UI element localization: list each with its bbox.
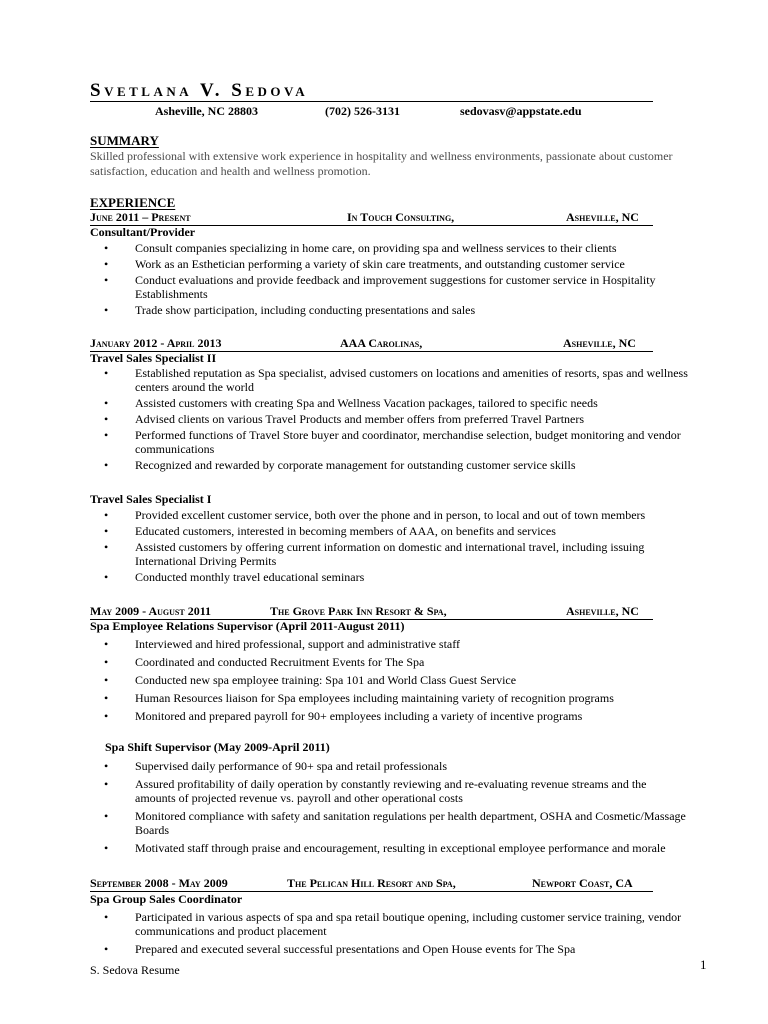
list-item: • Work as an Esthetician performing a variety of skin care treatments, and outstanding customer service xyxy=(104,257,625,271)
list-item: • Human Resources liaison for Spa employees including maintaining variety of recognition programs xyxy=(104,691,614,705)
list-item: • Motivated staff through praise and encouragement, resulting in exceptional employee performance and morale xyxy=(104,841,666,855)
bullet-list xyxy=(90,241,690,319)
job-company: In Touch Consulting, xyxy=(347,210,455,224)
list-item: • Established reputation as Spa specialist, advised customers on locations and amenities of resorts, spas and wellness centers around the world xyxy=(104,366,688,394)
list-item: • Monitored and prepared payroll for 90+ employees including a variety of incentive programs xyxy=(104,709,583,723)
list-item: • Participated in various aspects of spa and spa retail boutique opening, including customer service training, vendor communications and product placement xyxy=(104,910,682,938)
role-title: Travel Sales Specialist II xyxy=(90,351,217,365)
list-item: • Consult companies specializing in home care, on providing spa and wellness services to their clients xyxy=(104,241,617,255)
role-title: Spa Group Sales Coordinator xyxy=(90,892,243,906)
contact-phone: (702) 526-3131 xyxy=(325,104,400,118)
experience-heading: EXPERIENCE xyxy=(90,195,176,210)
summary-text: Skilled professional with extensive work experience in hospitality and wellness environments, passionate about customer satisfaction, education and health and wellness promotion. xyxy=(90,149,673,178)
list-item: • Conducted monthly travel educational seminars xyxy=(104,570,365,584)
job-location: Asheville, NC xyxy=(566,210,639,224)
job-company: The Grove Park Inn Resort & Spa, xyxy=(270,604,447,618)
summary-heading: SUMMARY xyxy=(90,133,159,148)
bullet-list xyxy=(90,508,690,586)
page-number: 1 xyxy=(700,957,707,972)
job-location: Asheville, NC xyxy=(563,336,636,350)
job-header xyxy=(90,210,653,226)
contact-city: Asheville, NC 28803 xyxy=(155,104,258,118)
job-dates: June 2011 – Present xyxy=(90,210,191,224)
name-divider xyxy=(90,101,653,102)
role-title: Spa Shift Supervisor (May 2009-April 2011) xyxy=(105,740,330,754)
bullet-list xyxy=(90,366,690,474)
list-item: • Advised clients on various Travel Products and member offers from preferred Travel Partners xyxy=(104,412,585,426)
list-item: • Assured profitability of daily operation by constantly reviewing and re-evaluating revenue streams and the amounts of projected revenue vs. payroll and other operational costs xyxy=(104,777,647,805)
bullet-list xyxy=(90,637,690,727)
list-item: • Performed functions of Travel Store buyer and coordinator, merchandise selection, budget monitoring and vendor communications xyxy=(104,428,681,456)
list-item: • Interviewed and hired professional, support and administrative staff xyxy=(104,637,461,651)
list-item: • Coordinated and conducted Recruitment Events for The Spa xyxy=(104,655,425,669)
job-location: Asheville, NC xyxy=(566,604,639,618)
list-item: • Supervised daily performance of 90+ spa and retail professionals xyxy=(104,759,448,773)
footer-label: S. Sedova Resume xyxy=(90,963,180,977)
list-item: • Provided excellent customer service, both over the phone and in person, to local and out of town members xyxy=(104,508,646,522)
list-item: • Conduct evaluations and provide feedback and improvement suggestions for customer service in Hospitality Establishments xyxy=(104,273,656,301)
list-item: • Recognized and rewarded by corporate management for outstanding customer service skills xyxy=(104,458,576,472)
bullet-list xyxy=(90,759,690,859)
candidate-name: Svetlana V. Sedova xyxy=(90,80,309,101)
list-item: • Assisted customers with creating Spa and Wellness Vacation packages, tailored to specific needs xyxy=(104,396,598,410)
job-header xyxy=(90,876,653,892)
role-title: Travel Sales Specialist I xyxy=(90,492,212,506)
job-company: AAA Carolinas, xyxy=(340,336,423,350)
job-location: Newport Coast, CA xyxy=(532,876,633,890)
list-item: • Educated customers, interested in becoming members of AAA, on benefits and services xyxy=(104,524,556,538)
list-item: • Trade show participation, including conducting presentations and sales xyxy=(104,303,476,317)
contact-email[interactable]: sedovasv@appstate.edu xyxy=(460,104,582,118)
list-item: • Assisted customers by offering current information on domestic and international travel, including issuing International Driving Permits xyxy=(104,540,645,568)
bullet-list xyxy=(90,910,690,960)
job-company: The Pelican Hill Resort and Spa, xyxy=(287,876,456,890)
list-item: • Monitored compliance with safety and sanitation regulations per health department, OSHA and Cosmetic/Massage Boards xyxy=(104,809,686,837)
role-title: Spa Employee Relations Supervisor (April 2011-August 2011) xyxy=(90,619,405,633)
job-dates: January 2012 - April 2013 xyxy=(90,336,222,350)
job-dates: September 2008 - May 2009 xyxy=(90,876,228,890)
list-item: • Conducted new spa employee training: Spa 101 and World Class Guest Service xyxy=(104,673,517,687)
list-item: • Prepared and executed several successful presentations and Open House events for The Spa xyxy=(104,942,576,956)
job-dates: May 2009 - August 2011 xyxy=(90,604,212,618)
role-title: Consultant/Provider xyxy=(90,225,196,239)
job-header xyxy=(90,604,653,620)
job-header xyxy=(90,336,653,352)
